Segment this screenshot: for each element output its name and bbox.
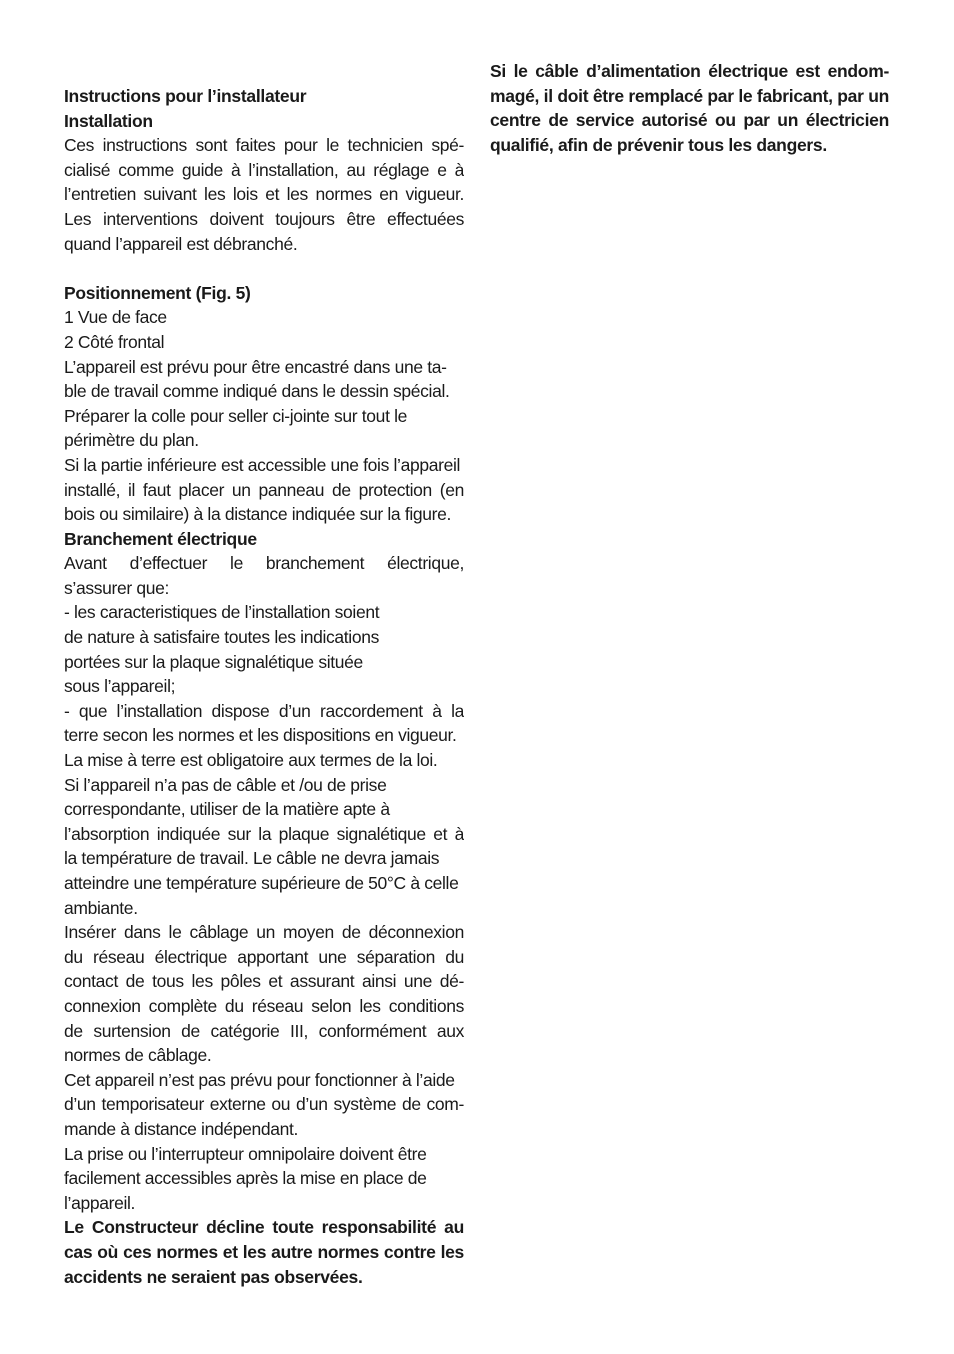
paragraph-line: s’assurer que: xyxy=(64,577,170,598)
installation-intro-paragraph xyxy=(64,133,464,256)
paragraph-line: accidents ne seraient pas observées. xyxy=(64,1266,363,1287)
paragraph-line: Le Constructeur décline toute responsabilité au xyxy=(64,1217,464,1238)
positioning-item-front-side: 2 Côté frontal xyxy=(64,331,165,352)
paragraph-line: périmètre du plan. xyxy=(64,430,199,451)
paragraph-line: du réseau électrique apportant une séparation du xyxy=(64,946,464,967)
paragraph-line: Les interventions doivent toujours être effectuées xyxy=(64,208,464,229)
paragraph-line: terre secon les normes et les dispositions en vigueur. xyxy=(64,725,457,746)
paragraph-line: Si le câble d’alimentation électrique est endom- xyxy=(490,61,889,81)
paragraph-line: correspondante, utiliser de la matière apte à xyxy=(64,799,390,820)
paragraph-line: La prise ou l’interrupteur omnipolaire doivent être xyxy=(64,1143,427,1164)
paragraph-line: l’entretien suivant les lois et les normes en vigueur. xyxy=(64,184,464,205)
paragraph-line: atteindre une température supérieure de 50°C à celle xyxy=(64,873,459,893)
electrical-connection-heading: Branchement électrique xyxy=(64,528,257,549)
installer-instructions-heading: Instructions pour l’installateur xyxy=(64,86,307,106)
paragraph-line: Si l’appareil n’a pas de câble et /ou de prise xyxy=(64,774,387,795)
paragraph-line: Préparer la colle pour seller ci-jointe sur tout le xyxy=(64,405,408,426)
positioning-paragraph xyxy=(64,355,464,527)
paragraph-line: Si la partie inférieure est accessible une fois l’appareil xyxy=(64,454,461,475)
paragraph-line: Insérer dans le câblage un moyen de déconnexion xyxy=(64,922,464,943)
paragraph-line: connexion complète du réseau selon les conditions xyxy=(64,995,464,1016)
paragraph-line: magé, il doit être remplacé par le fabricant, par un xyxy=(490,85,889,106)
positioning-heading: Positionnement (Fig. 5) xyxy=(64,282,251,303)
paragraph-line: d’un temporisateur externe ou d’un système de com- xyxy=(64,1094,464,1115)
manufacturer-disclaimer xyxy=(64,1215,464,1289)
paragraph-line: sous l’appareil; xyxy=(64,676,176,697)
damaged-cable-warning xyxy=(490,59,889,157)
paragraph-line: Ces instructions sont faites pour le technicien spé- xyxy=(64,135,464,156)
paragraph-line: la température de travail. Le câble ne devra jamais xyxy=(64,848,440,869)
paragraph-line: facilement accessibles après la mise en place de xyxy=(64,1168,427,1189)
paragraph-spacer xyxy=(64,256,464,281)
paragraph-line: l’appareil. xyxy=(64,1192,136,1213)
paragraph-line: - les caracteristiques de l’installation soient xyxy=(64,602,380,623)
paragraph-line: normes de câblage. xyxy=(64,1045,212,1066)
positioning-item-front-view: 1 Vue de face xyxy=(64,307,167,328)
paragraph-line: de nature à satisfaire toutes les indications xyxy=(64,627,379,648)
paragraph-line: centre de service autorisé ou par un électricien xyxy=(490,110,889,131)
paragraph-line: portées sur la plaque signalétique située xyxy=(64,651,363,672)
installation-heading: Installation xyxy=(64,110,153,131)
paragraph-line: cas où ces normes et les autre normes contre les xyxy=(64,1241,464,1262)
paragraph-line: quand l’appareil est débranché. xyxy=(64,233,298,254)
paragraph-line: ble de travail comme indiqué dans le dessin spécial. xyxy=(64,381,450,402)
paragraph-line: La mise à terre est obligatoire aux termes de la loi. xyxy=(64,750,438,771)
paragraph-line: bois ou similaire) à la distance indiquée sur la figure. xyxy=(64,504,452,525)
paragraph-line: de surtension de catégorie III, conformément aux xyxy=(64,1020,464,1041)
paragraph-line: installé, il faut placer un panneau de protection (en xyxy=(64,479,464,500)
paragraph-line: mande à distance indépendant. xyxy=(64,1118,299,1139)
electrical-connection-paragraph xyxy=(64,551,464,1215)
paragraph-line: ambiante. xyxy=(64,897,138,918)
paragraph-line: l’absorption indiquée sur la plaque signalétique et à xyxy=(64,823,464,844)
paragraph-line: - que l’installation dispose d’un raccordement à la xyxy=(64,700,464,721)
left-column xyxy=(64,84,464,1289)
right-column xyxy=(490,59,889,157)
paragraph-line: cialisé comme guide à l’installation, au réglage e à xyxy=(64,159,464,180)
paragraph-line: qualifié, afin de prévenir tous les dangers. xyxy=(490,134,827,155)
paragraph-line: Avant d’effectuer le branchement électrique, xyxy=(64,553,464,574)
paragraph-line: Cet appareil n’est pas prévu pour fonctionner à l’aide xyxy=(64,1069,455,1090)
paragraph-line: L’appareil est prévu pour être encastré dans une ta- xyxy=(64,356,447,377)
paragraph-line: contact de tous les pôles et assurant ainsi une dé- xyxy=(64,971,464,992)
